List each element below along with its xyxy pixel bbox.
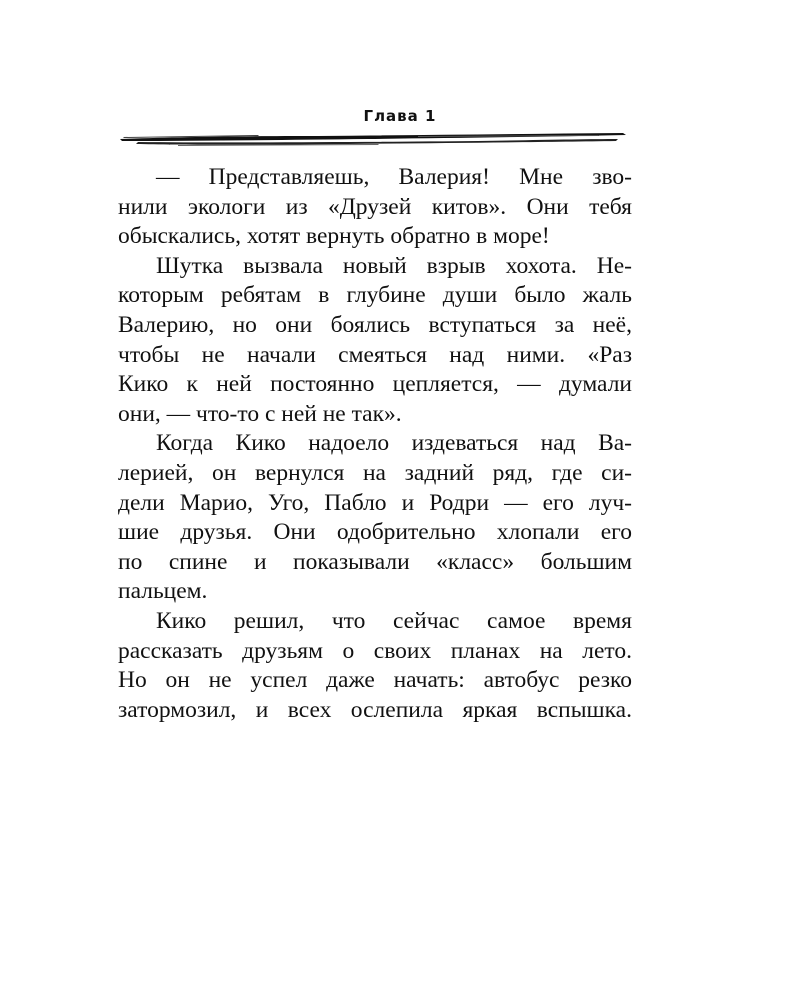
chapter-title: Глава 1 bbox=[363, 107, 437, 125]
text-line: по спине и показывали «класс» большим bbox=[118, 548, 632, 575]
text-line: Валерию, но они боялись вступаться за неё, bbox=[118, 311, 632, 338]
text-line: Когда Кико надоело издеваться над Ва- bbox=[156, 430, 632, 457]
text-line: лерией, он вернулся на задний ряд, где си- bbox=[118, 459, 632, 486]
text-line: обыскались, хотят вернуть обратно в море! bbox=[118, 223, 550, 250]
text-line: пальцем. bbox=[118, 578, 208, 605]
paragraph bbox=[118, 607, 632, 725]
text-line: дели Марио, Уго, Пабло и Родри — его луч- bbox=[118, 489, 632, 516]
body-text bbox=[118, 163, 632, 725]
text-line: нили экологи из «Друзей китов». Они тебя bbox=[118, 193, 632, 220]
text-line: Шутка вызвала новый взрыв хохота. Не- bbox=[156, 252, 632, 279]
text-line: Но он не успел даже начать: автобус резко bbox=[118, 667, 632, 694]
chapter-divider-brushstroke bbox=[118, 130, 628, 148]
paragraph bbox=[118, 163, 632, 252]
paragraph bbox=[118, 429, 632, 607]
text-line: Кико к ней постоянно цепляется, — думали bbox=[118, 371, 632, 398]
text-line: они, — что-то с ней не так». bbox=[118, 400, 402, 427]
text-line: — Представляешь, Валерия! Мне зво- bbox=[156, 164, 632, 190]
text-line: чтобы не начали смеяться над ними. «Раз bbox=[118, 341, 632, 368]
text-line: шие друзья. Они одобрительно хлопали его bbox=[118, 519, 632, 546]
paragraph bbox=[118, 252, 632, 430]
text-line: Кико решил, что сейчас самое время bbox=[156, 607, 632, 634]
text-line: рассказать друзьям о своих планах на лето. bbox=[118, 637, 632, 664]
text-line: затормозил, и всех ослепила яркая вспышка. bbox=[118, 696, 632, 723]
text-line: которым ребятам в глубине души было жаль bbox=[118, 282, 632, 309]
